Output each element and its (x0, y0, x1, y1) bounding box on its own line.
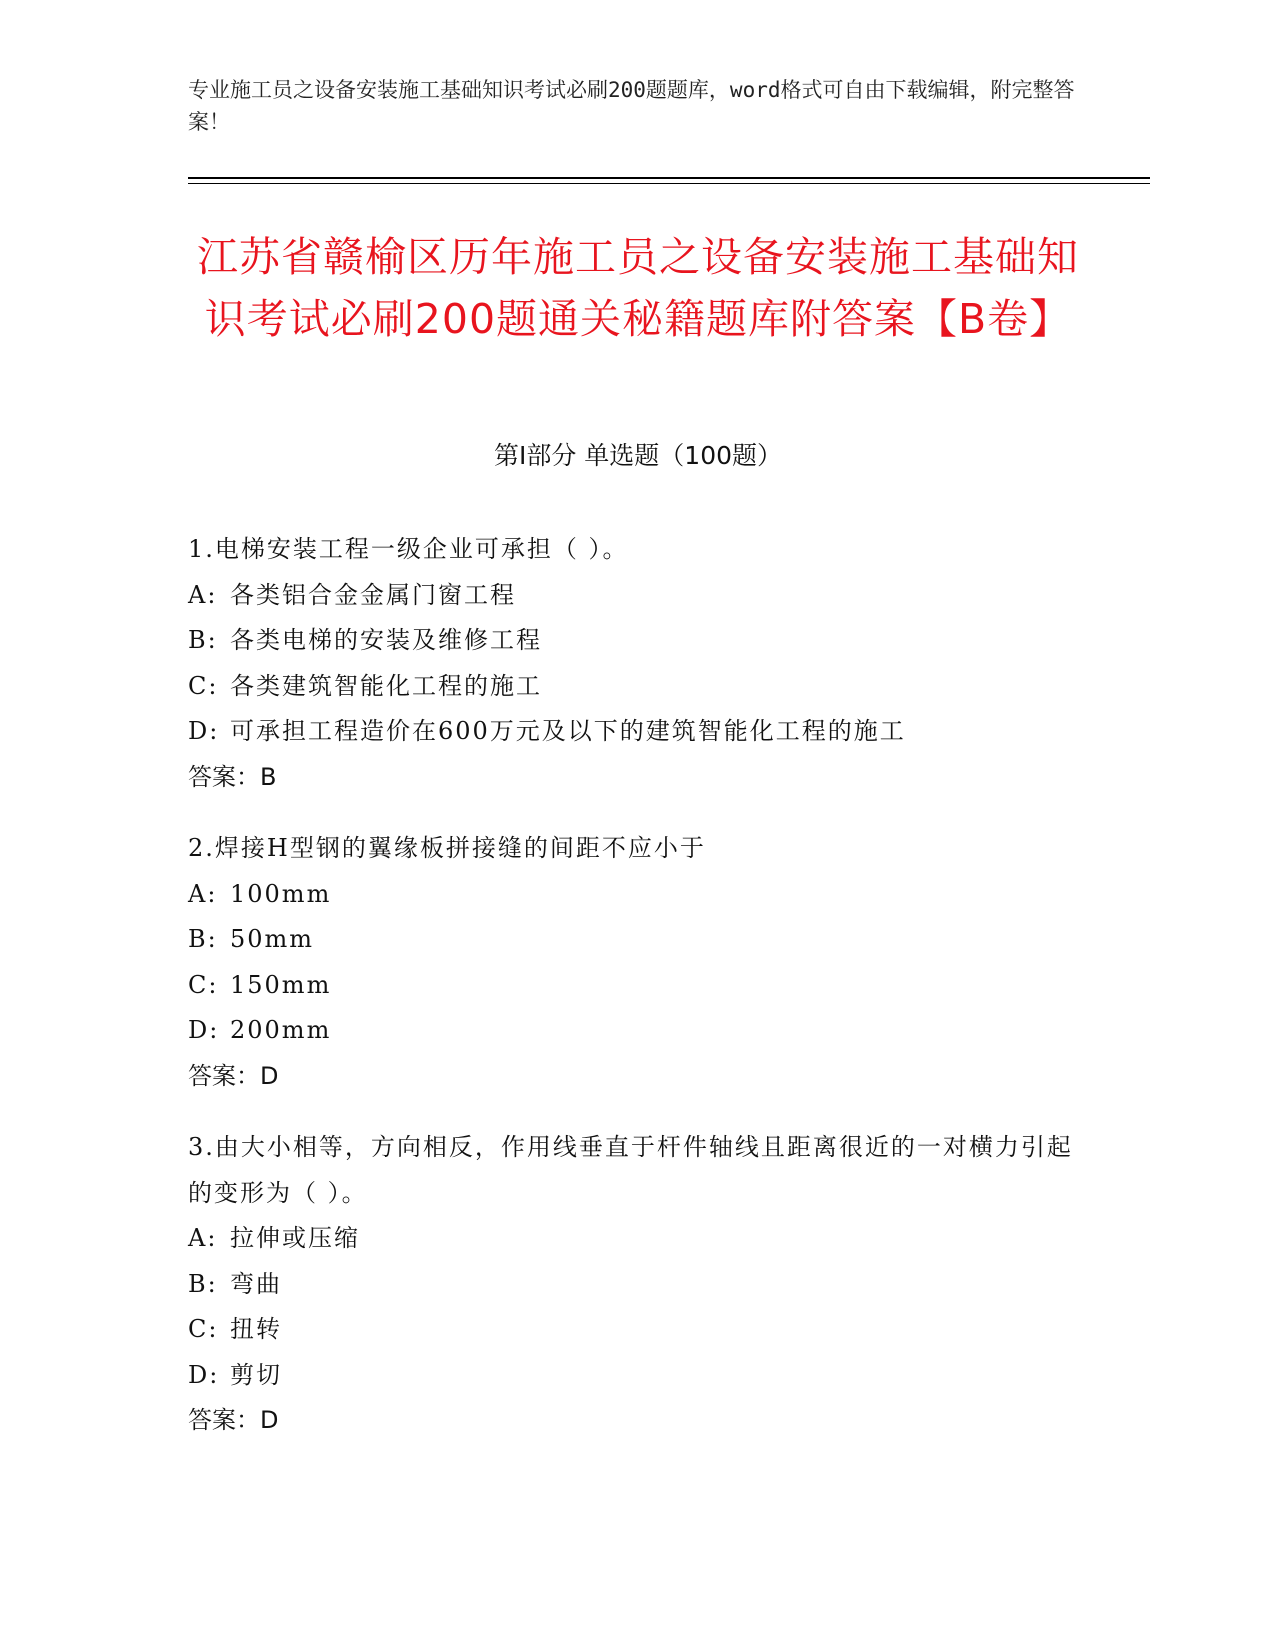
option-text: 200mm (230, 1016, 332, 1044)
option-c (188, 664, 1088, 710)
option-d (188, 709, 1088, 755)
option-text: 50mm (230, 925, 315, 953)
option-key: A: (188, 1224, 218, 1252)
option-key: C: (188, 970, 219, 999)
option-key: D: (188, 717, 220, 745)
option-key: A: (188, 879, 218, 908)
option-text: 150mm (230, 970, 332, 999)
option-key: B: (188, 925, 218, 953)
question-list (188, 527, 1088, 1470)
option-a (188, 1216, 1088, 1262)
option-key: B: (188, 1269, 218, 1298)
option-c (188, 1307, 1088, 1353)
header-note: 专业施工员之设备安装施工基础知识考试必刷200题题库，word格式可自由下载编辑，附完整答案！ (188, 78, 1075, 134)
option-text: 弯曲 (230, 1269, 282, 1298)
option-c (188, 963, 1088, 1009)
answer: 答案：D (188, 1061, 279, 1090)
answer: 答案：B (188, 762, 277, 791)
option-text: 各类铝合金金属门窗工程 (230, 580, 516, 609)
option-text: 可承担工程造价在600万元及以下的建筑智能化工程的施工 (230, 717, 906, 745)
option-key: D: (188, 1016, 220, 1044)
question-1 (188, 527, 1088, 800)
option-key: C: (188, 671, 219, 700)
option-b (188, 1262, 1088, 1308)
option-text: 剪切 (230, 1360, 282, 1389)
document-title: 江苏省赣榆区历年施工员之设备安装施工基础知识考试必刷200题通关秘籍题库附答案【B卷】 (197, 233, 1079, 343)
question-stem: 2.焊接H型钢的翼缘板拼接缝的间距不应小于 (188, 834, 706, 862)
option-text: 拉伸或压缩 (230, 1224, 360, 1252)
option-a (188, 872, 1088, 918)
option-text: 100mm (230, 879, 332, 908)
option-d (188, 1353, 1088, 1399)
option-text: 各类电梯的安装及维修工程 (230, 626, 542, 654)
option-a (188, 573, 1088, 619)
answer: 答案：D (188, 1406, 279, 1434)
option-key: C: (188, 1315, 219, 1343)
option-text: 各类建筑智能化工程的施工 (230, 671, 542, 700)
option-b (188, 618, 1088, 664)
section-title: 第I部分 单选题（100题） (493, 441, 783, 470)
option-d (188, 1008, 1088, 1054)
header-rule-thin (188, 183, 1150, 184)
option-text: 扭转 (230, 1315, 282, 1343)
option-key: A: (188, 580, 218, 609)
option-key: D: (188, 1360, 220, 1389)
question-3 (188, 1125, 1088, 1444)
question-2 (188, 826, 1088, 1099)
question-stem: 3.由大小相等，方向相反，作用线垂直于杆件轴线且距离很近的一对横力引起的变形为（ ）。 (188, 1133, 1073, 1207)
option-b (188, 917, 1088, 963)
header-rule-thick (188, 177, 1150, 179)
question-stem: 1.电梯安装工程一级企业可承担（ ）。 (188, 535, 629, 563)
option-key: B: (188, 626, 218, 654)
